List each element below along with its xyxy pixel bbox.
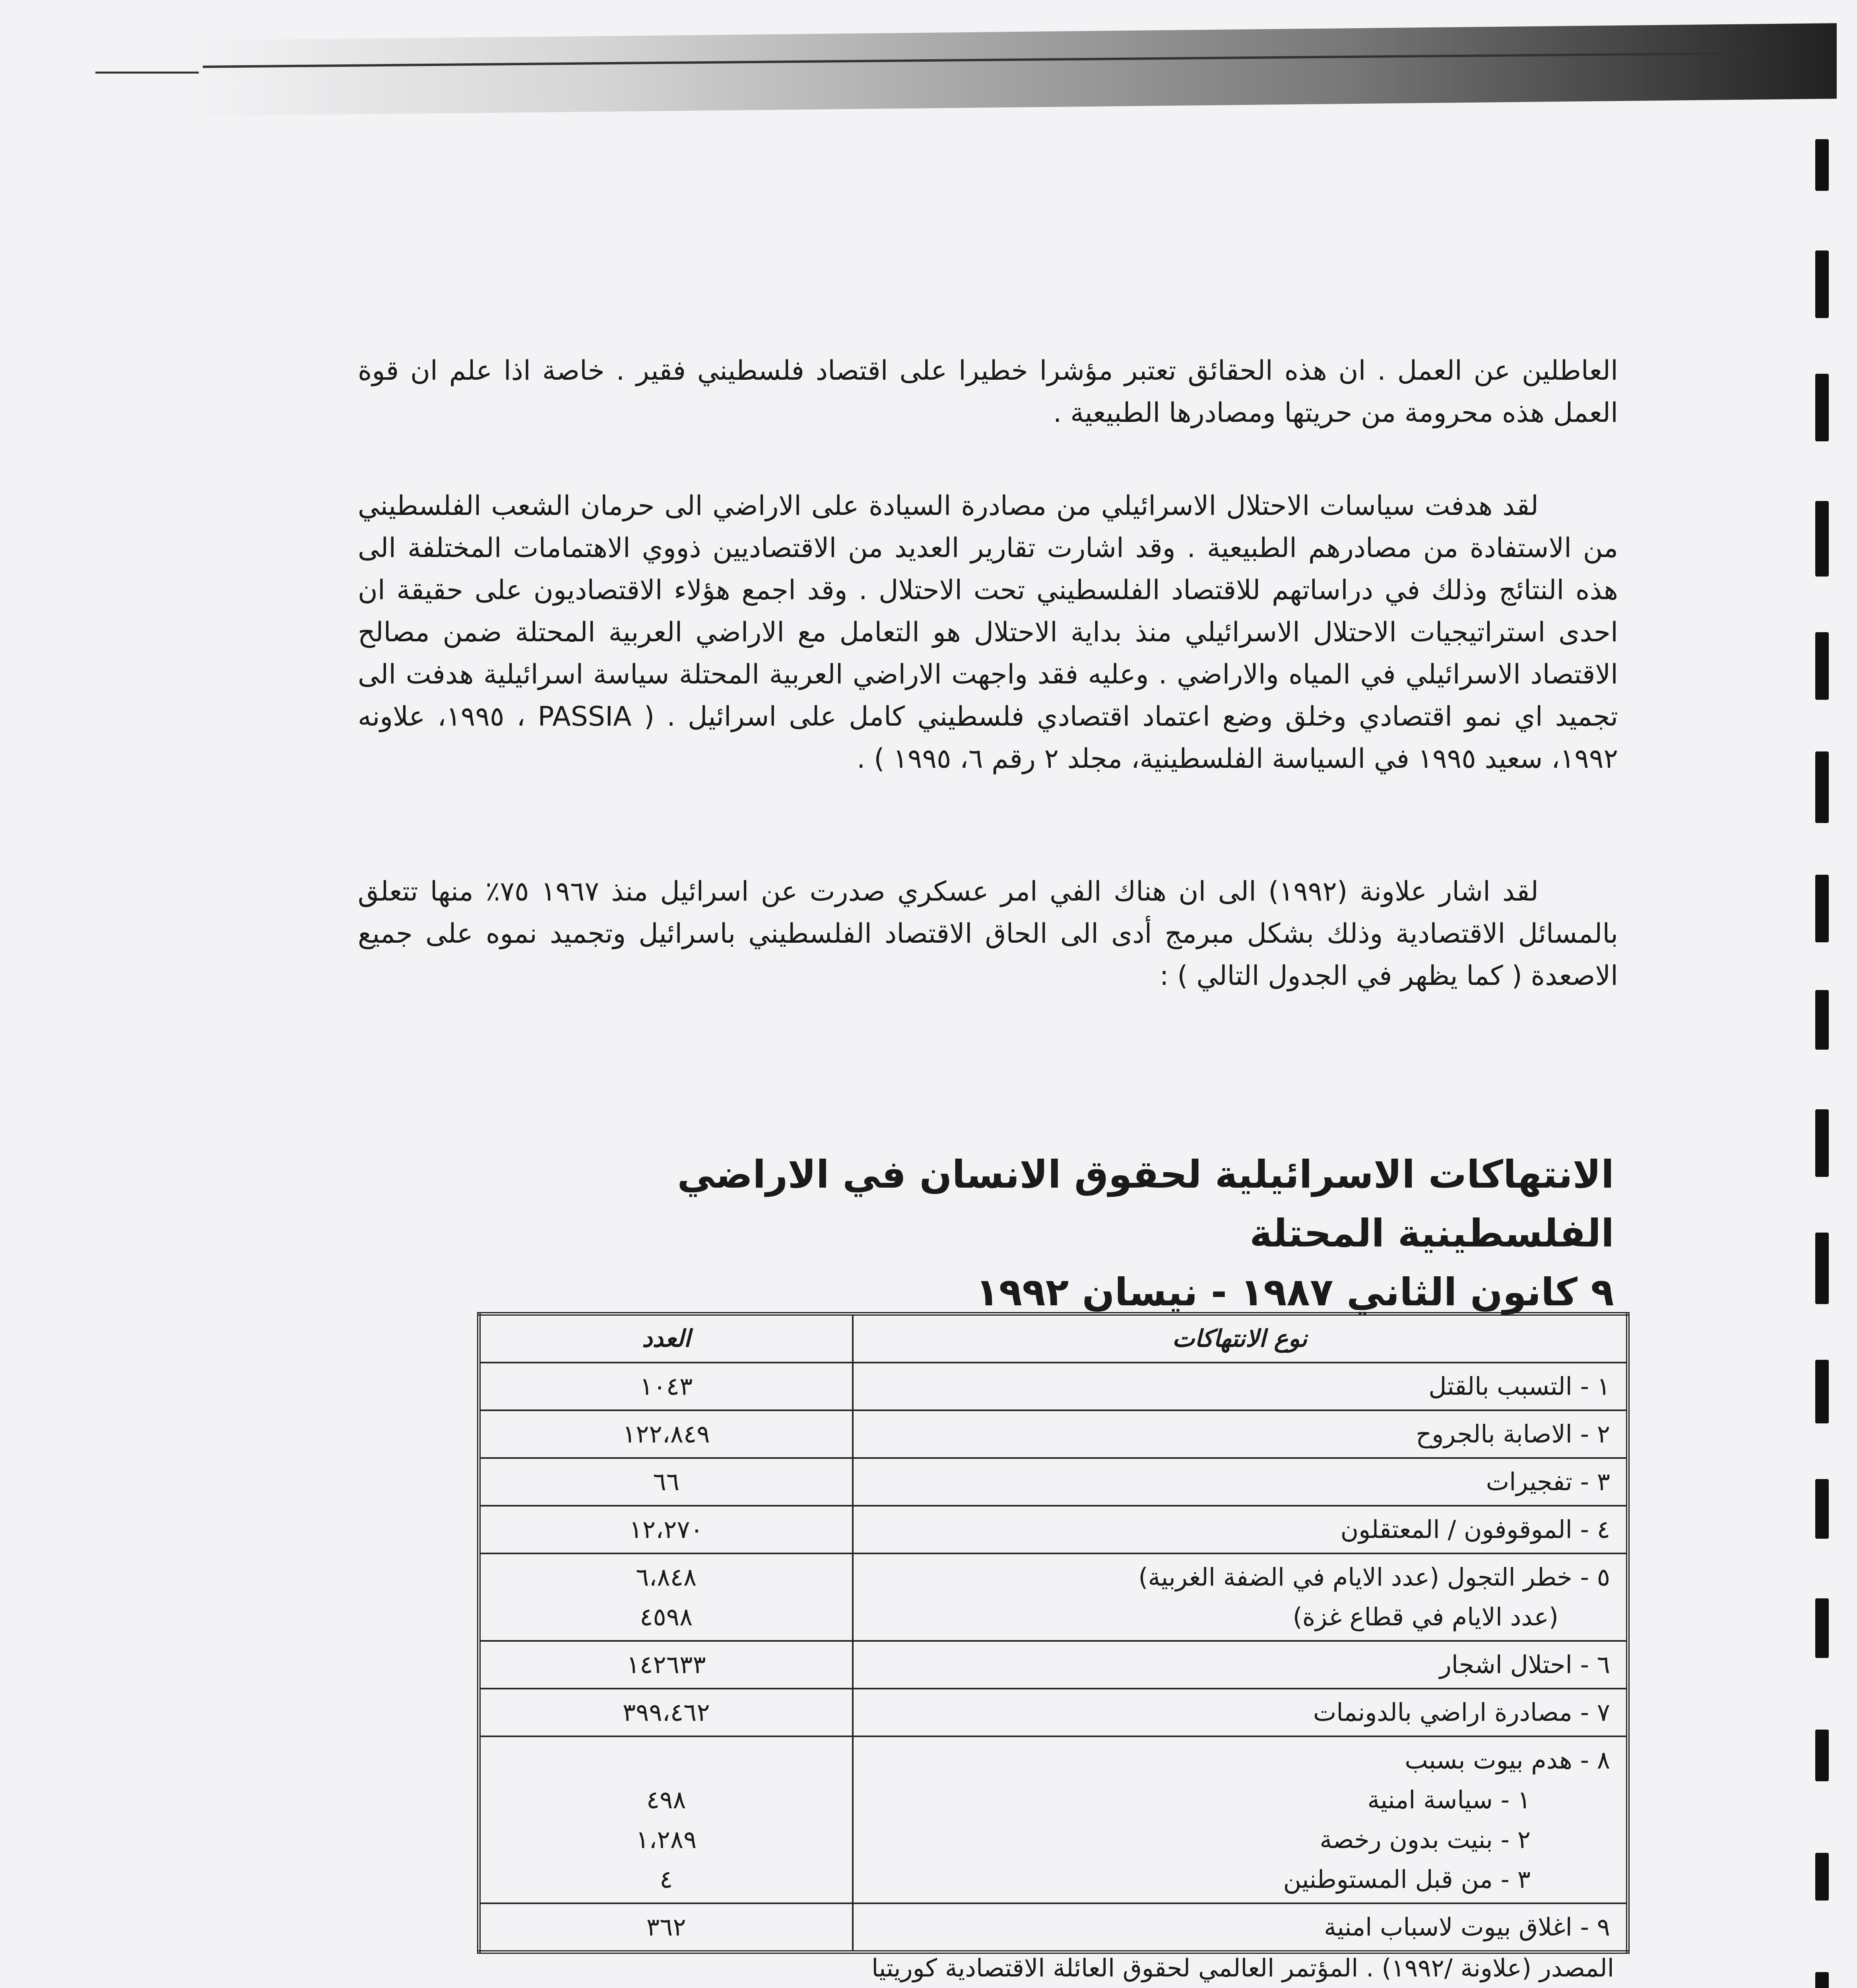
row-label: ٢ - الاصابة بالجروح — [853, 1410, 1628, 1458]
row-sublabel: ١ - سياسة امنية — [1367, 1785, 1531, 1814]
row-label: ٦ - احتلال اشجار — [853, 1641, 1628, 1689]
row-value: ٣٩٩،٤٦٢ — [479, 1689, 853, 1736]
row-label: ٤ - الموقوفون / المعتقلون — [853, 1506, 1628, 1553]
row-value: ٣٦٢ — [479, 1903, 853, 1952]
row-sublabel: ٢ - بنيت بدون رخصة — [1319, 1825, 1531, 1854]
row-value-line: ٤٥٩٨ — [640, 1602, 693, 1631]
row-label-line: ٨ - هدم بيوت بسبب — [1405, 1745, 1610, 1774]
table-row — [479, 1363, 1628, 1410]
table-header-row — [479, 1314, 1628, 1363]
row-value: ٦٦ — [479, 1458, 853, 1506]
row-value: ١٠٤٣ — [479, 1363, 853, 1410]
table-title — [477, 1145, 1614, 1322]
row-value-line: ٦،٨٤٨ — [636, 1563, 697, 1592]
column-header-count: العدد — [479, 1314, 853, 1363]
table-row — [479, 1458, 1628, 1506]
row-value: ١٢٢،٨٤٩ — [479, 1410, 853, 1458]
row-value — [479, 1553, 853, 1641]
table-title-line-2: ٩ كانون الثاني ١٩٨٧ - نيسان ١٩٩٢ — [975, 1270, 1614, 1314]
row-label — [853, 1736, 1628, 1903]
table-row — [479, 1736, 1628, 1903]
row-value-line: ٤ — [660, 1865, 673, 1894]
paragraph-3 — [358, 871, 1618, 997]
row-value-line: ٤٩٨ — [646, 1785, 686, 1814]
binding-holes — [1781, 119, 1829, 1988]
row-value-line: ١،٢٨٩ — [636, 1825, 697, 1854]
row-label-line: (عدد الايام في قطاع غزة) — [1292, 1602, 1558, 1631]
row-label: ٧ - مصادرة اراضي بالدونمات — [853, 1689, 1628, 1736]
row-sublabel: ٣ - من قبل المستوطنين — [1283, 1865, 1531, 1894]
paragraph-1: العاطلين عن العمل . ان هذه الحقائق تعتبر مؤشرا خطيرا على اقتصاد فلسطيني فقير . خاصة اذا علم ان قوة العمل هذه محرومة من حريتها ومصادرها الطبيعية . — [358, 355, 1618, 429]
table-title-line-1: الانتهاكات الاسرائيلية لحقوق الانسان في الاراضي الفلسطينية المحتلة — [677, 1152, 1614, 1256]
table-row — [479, 1689, 1628, 1736]
row-label-line: ٥ - خطر التجول (عدد الايام في الضفة الغربية) — [1138, 1563, 1610, 1592]
row-value — [479, 1736, 853, 1903]
paragraph-3-text: لقد اشار علاونة (١٩٩٢) الى ان هناك الفي امر عسكري صدرت عن اسرائيل منذ ١٩٦٧ ٧٥٪ منها تتعلق بالمسائل الاقتصادية وذلك بشكل مبرمج أدى الى الحاق الاقتصاد الفلسطيني باسرائيل وتجميد نموه على جميع الاصعدة ( كما يظهر في الجدول التالي ) : — [358, 876, 1618, 992]
violations-table — [477, 1312, 1630, 1954]
table-source — [477, 1948, 1614, 1988]
table-row — [479, 1553, 1628, 1641]
row-label: ٣ - تفجيرات — [853, 1458, 1628, 1506]
paragraph-2-text: لقد هدفت سياسات الاحتلال الاسرائيلي من مصادرة السيادة على الاراضي الى حرمان الشعب الفلسطيني من الاستفادة من مصادرهم الطبيعية . وقد اشارت تقارير العديد من الاقتصاديين ذووي الاهتمامات المختلفة الى هذه النتائج وذلك في دراساتهم للاقتصاد الفلسطيني تحت الاحتلال . وقد اجمع هؤلاء الاقتصاديون على حقيقة ان احدى استراتيجيات الاحتلال الاسرائيلي منذ بداية الاحتلال هو التعامل مع الاراضي العربية المحتلة ضمن مصالح الاقتصاد الاسرائيلي في المياه والاراضي . وعليه فقد واجهت الاراضي العربية المحتلة سياسة اسرائيلية هدفت الى تجميد اي نمو اقتصادي وخلق وضع اعتماد اقتصادي فلسطيني كامل على اسرائيل . ( PASSIA ، ١٩٩٥، علاونه ١٩٩٢، سعيد ١٩٩٥ في السياسة الفلسطينية، مجلد ٢ رقم ٦، ١٩٩٥ ) . — [358, 490, 1618, 775]
source-line-1: المصدر (علاونة /١٩٩٢) . المؤتمر العالمي لحقوق العائلة الاقتصادية كوريتيا — [871, 1953, 1614, 1982]
row-label: ٩ - اغلاق بيوت لاسباب امنية — [853, 1903, 1628, 1952]
photocopy-shadow — [187, 23, 1837, 116]
table-row — [479, 1641, 1628, 1689]
page-edge — [95, 72, 199, 74]
row-label: ١ - التسبب بالقتل — [853, 1363, 1628, 1410]
table-row — [479, 1903, 1628, 1952]
table-row — [479, 1506, 1628, 1553]
column-header-type: نوع الانتهاكات — [853, 1314, 1628, 1363]
table-row — [479, 1410, 1628, 1458]
row-label — [853, 1553, 1628, 1641]
row-value: ١٢،٢٧٠ — [479, 1506, 853, 1553]
row-value: ١٤٢٦٣٣ — [479, 1641, 853, 1689]
paragraph-2 — [358, 485, 1618, 780]
